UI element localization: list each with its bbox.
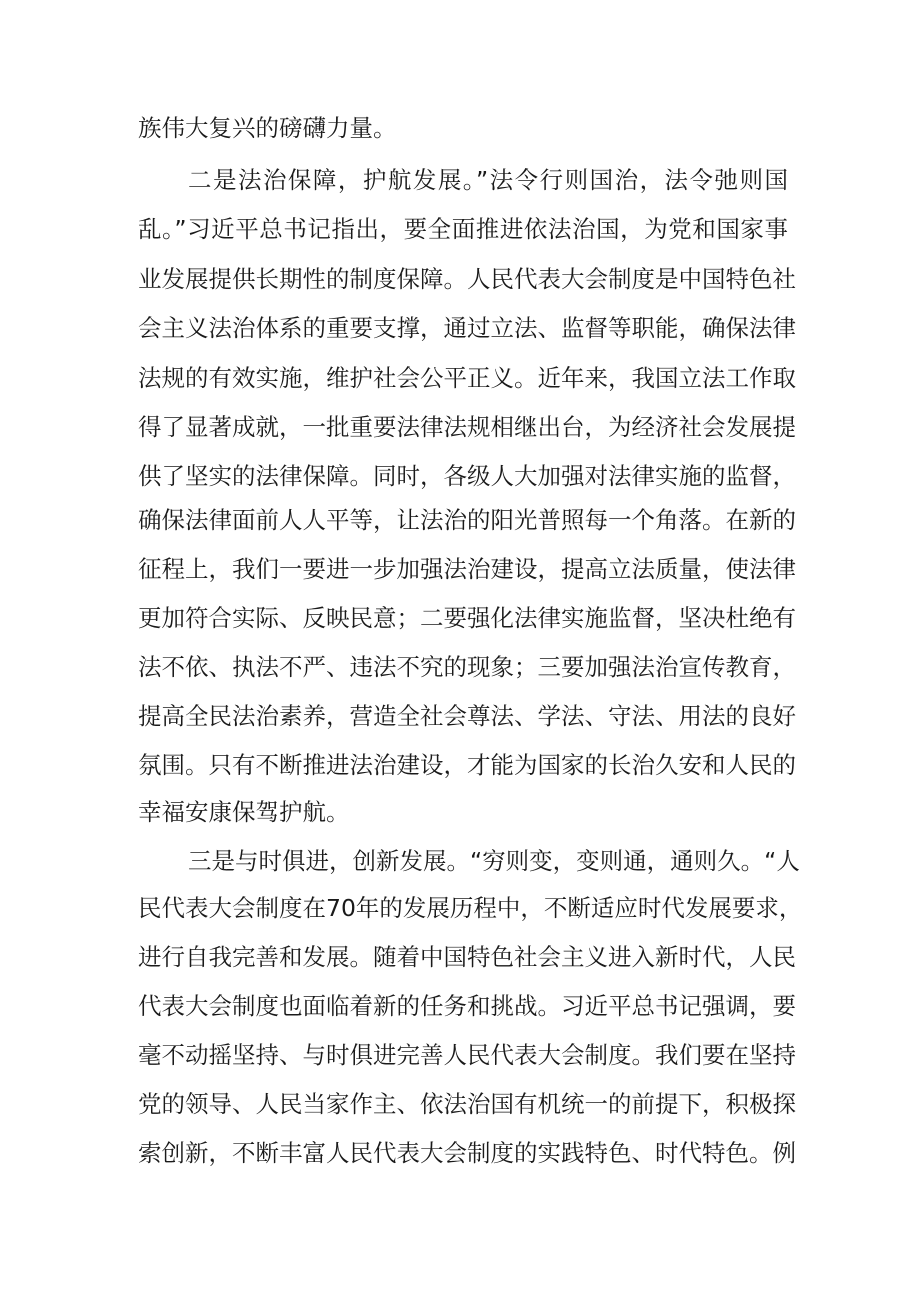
text-line: 毫不动摇坚持、与时俱进完善人民代表大会制度。我们要在坚持 <box>138 1041 796 1069</box>
text-line: 更加符合实际、反映民意；二要强化法律实施监督，坚决杜绝有 <box>138 604 796 632</box>
text-line: 法不依、执法不严、违法不究的现象；三要加强法治宣传教育， <box>138 653 796 681</box>
text-line: 提高全民法治素养，营造全社会尊法、学法、守法、用法的良好 <box>138 702 796 730</box>
text-line: 党的领导、人民当家作主、依法治国有机统一的前提下，积极探 <box>138 1090 796 1118</box>
text-line: 供了坚实的法律保障。同时，各级人大加强对法律实施的监督， <box>138 462 796 490</box>
text-line: 确保法律面前人人平等，让法治的阳光普照每一个角落。在新的 <box>138 506 796 534</box>
text-line: 民代表大会制度在70年的发展历程中，不断适应时代发展要求， <box>138 894 803 922</box>
text-line: 进行自我完善和发展。随着中国特色社会主义进入新时代，人民 <box>138 943 796 971</box>
text-line: 幸福安康保驾护航。 <box>138 798 350 826</box>
text-line: 代表大会制度也面临着新的任务和挑战。习近平总书记强调，要 <box>138 992 796 1020</box>
text-line: 氛围。只有不断推进法治建设，才能为国家的长治久安和人民的 <box>138 751 796 779</box>
text-line: 得了显著成就，一批重要法律法规相继出台，为经济社会发展提 <box>138 413 796 441</box>
text-line: 征程上，我们一要进一步加强法治建设，提高立法质量，使法律 <box>138 555 796 583</box>
text-line: 业发展提供长期性的制度保障。人民代表大会制度是中国特色社 <box>138 265 796 293</box>
paragraph-first-line: 三是与时俱进，创新发展。“穷则变，变则通，通则久。“人 <box>188 847 800 875</box>
text-line: 乱。”习近平总书记指出，要全面推进依法治国，为党和国家事 <box>138 215 788 243</box>
paragraph-first-line: 二是法治保障，护航发展。”法令行则国治，法令弛则国 <box>188 166 788 194</box>
text-line: 族伟大复兴的磅礴力量。 <box>138 114 397 142</box>
text-line: 索创新，不断丰富人民代表大会制度的实践特色、时代特色。例 <box>138 1139 796 1167</box>
text-line: 法规的有效实施，维护社会公平正义。近年来，我国立法工作取 <box>138 364 796 392</box>
text-line: 会主义法治体系的重要支撑，通过立法、监督等职能，确保法律 <box>138 314 796 342</box>
